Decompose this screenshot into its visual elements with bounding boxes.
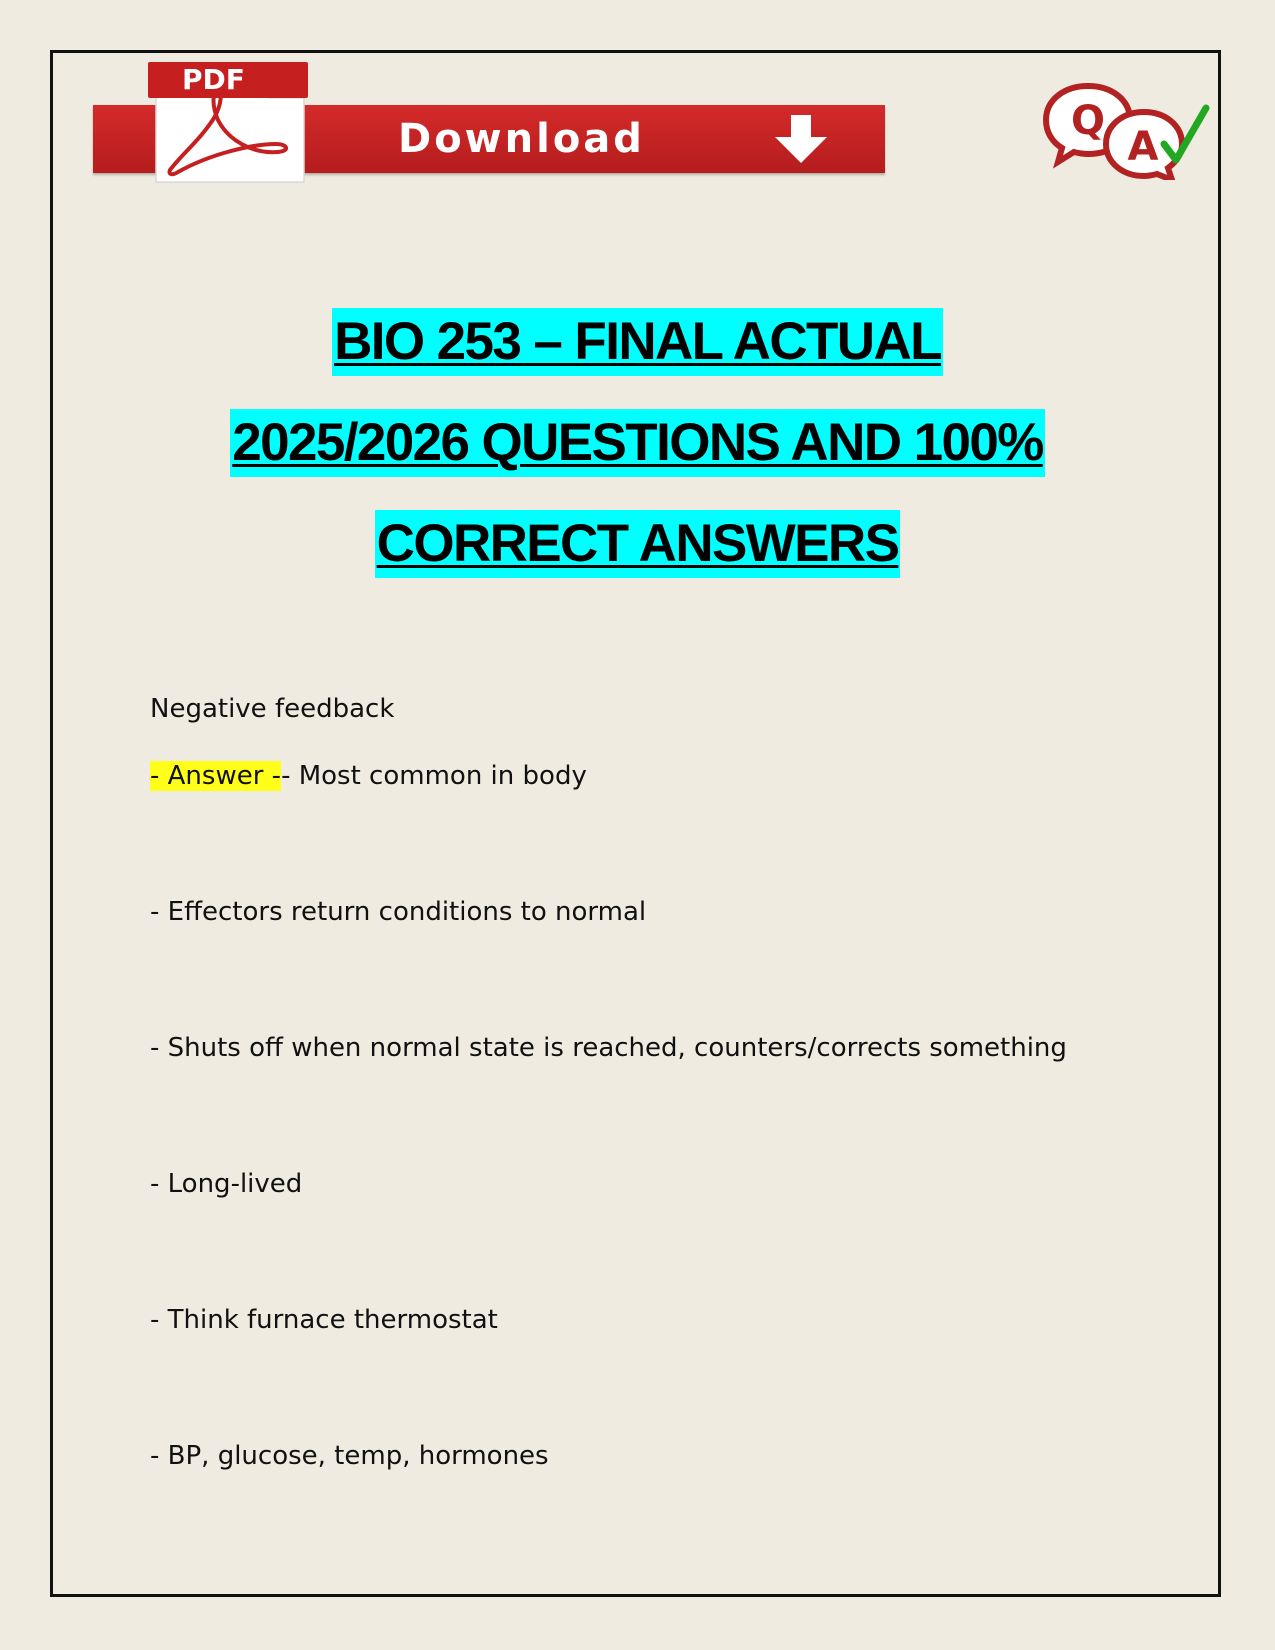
download-label[interactable]: Download — [398, 116, 645, 162]
pdf-download-banner[interactable] — [93, 58, 885, 184]
document-title — [60, 308, 1215, 611]
title-line-3: CORRECT ANSWERS — [60, 510, 1215, 580]
question-text: Negative feedback — [150, 694, 395, 724]
qa-q-letter: Q — [1070, 98, 1106, 144]
answer-text: - Most common in body — [281, 761, 587, 791]
page-border — [50, 50, 1221, 1597]
answer-line-4: - Long-lived — [150, 1169, 303, 1199]
answer-line-3: - Shuts off when normal state is reached, counters/corrects something — [150, 1033, 1067, 1063]
pdf-file-icon — [148, 58, 308, 184]
answer-line-2: - Effectors return conditions to normal — [150, 897, 647, 927]
qa-logo — [1040, 78, 1210, 180]
question-answer-block — [150, 690, 1170, 1471]
answer-tag: - Answer - — [150, 761, 282, 791]
pdf-label: PDF — [148, 62, 308, 98]
answer-line-6: - BP, glucose, temp, hormones — [150, 1441, 549, 1471]
qa-check-icon — [1040, 78, 1210, 180]
title-line-1: BIO 253 – FINAL ACTUAL — [60, 308, 1215, 378]
download-arrow-icon[interactable] — [771, 113, 831, 167]
title-line-2: 2025/2026 QUESTIONS AND 100% — [60, 409, 1215, 479]
qa-a-letter: A — [1127, 124, 1159, 170]
answer-line-5: - Think furnace thermostat — [150, 1305, 498, 1335]
answer-line-1 — [150, 757, 587, 795]
